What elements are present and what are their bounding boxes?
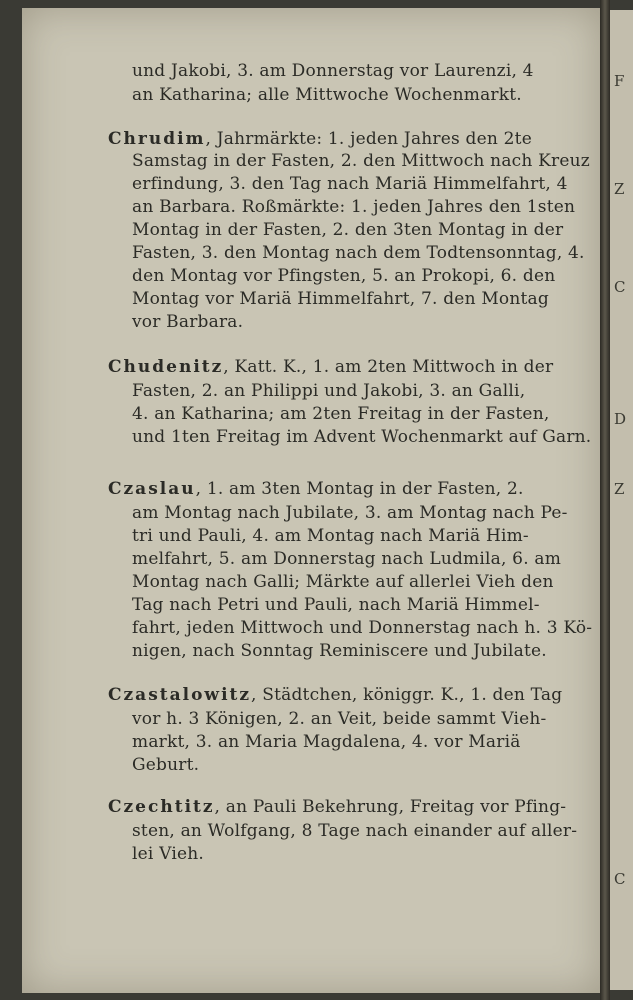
text-line-rest: , Städtchen, königgr. K., 1. den Tag bbox=[251, 685, 563, 705]
adjacent-page-char: C bbox=[614, 870, 626, 888]
text-line: sten, an Wolfgang, 8 Tage nach einander auf aller- bbox=[132, 821, 578, 841]
text-line-rest: , an Pauli Bekehrung, Freitag vor Pfing- bbox=[214, 797, 567, 817]
text-line: und Jakobi, 3. am Donnerstag vor Laurenzi, 4 bbox=[132, 61, 534, 81]
adjacent-page-char: C bbox=[614, 278, 626, 296]
entry-heading-line bbox=[108, 478, 524, 500]
text-line: Montag vor Mariä Himmelfahrt, 7. den Montag bbox=[132, 289, 549, 309]
entry-heading-line bbox=[108, 796, 566, 818]
town-name: Czechtitz bbox=[108, 797, 215, 817]
text-line: fahrt, jeden Mittwoch und Donnerstag nach h. 3 Kö- bbox=[132, 618, 593, 638]
text-line: markt, 3. an Maria Magdalena, 4. vor Mariä bbox=[132, 732, 521, 752]
text-line: und 1ten Freitag im Advent Wochenmarkt auf Garn. bbox=[132, 427, 592, 447]
text-line: an Barbara. Roßmärkte: 1. jeden Jahres den 1sten bbox=[132, 197, 576, 217]
adjacent-page-char: D bbox=[614, 410, 627, 428]
text-line: Fasten, 2. an Philippi und Jakobi, 3. an Galli, bbox=[132, 381, 526, 401]
town-name: Chrudim bbox=[108, 129, 206, 149]
text-line: nigen, nach Sonntag Reminiscere und Jubilate. bbox=[132, 641, 547, 661]
town-name: Czaslau bbox=[108, 479, 196, 499]
text-line-rest: , Katt. K., 1. am 2ten Mittwoch in der bbox=[223, 357, 554, 377]
text-line-rest: , 1. am 3ten Montag in der Fasten, 2. bbox=[195, 479, 524, 499]
text-line: Montag nach Galli; Märkte auf allerlei Vieh den bbox=[132, 572, 554, 592]
text-line: 4. an Katharina; am 2ten Freitag in der Fasten, bbox=[132, 404, 550, 424]
adjacent-page-char: Z bbox=[614, 180, 625, 198]
page-fold bbox=[600, 0, 610, 1000]
adjacent-page-char: F bbox=[614, 72, 625, 90]
entry-heading-line bbox=[108, 684, 562, 706]
text-line: Geburt. bbox=[132, 755, 200, 775]
town-name: Chudenitz bbox=[108, 357, 224, 377]
adjacent-page-edge bbox=[610, 10, 633, 990]
text-line: tri und Pauli, 4. am Montag nach Mariä Him- bbox=[132, 526, 529, 546]
text-line: den Montag vor Pfingsten, 5. an Prokopi, 6. den bbox=[132, 266, 556, 286]
text-line: an Katharina; alle Mittwoche Wochenmarkt. bbox=[132, 85, 522, 105]
text-line: Fasten, 3. den Montag nach dem Todtensonntag, 4. bbox=[132, 243, 585, 263]
text-line: lei Vieh. bbox=[132, 844, 204, 864]
text-line: vor h. 3 Königen, 2. an Veit, beide sammt Vieh- bbox=[132, 709, 547, 729]
town-name: Czastalowitz bbox=[108, 685, 252, 705]
text-line: Tag nach Petri und Pauli, nach Mariä Himmel- bbox=[132, 595, 540, 615]
text-line: Montag in der Fasten, 2. den 3ten Montag in der bbox=[132, 220, 564, 240]
text-line: vor Barbara. bbox=[132, 312, 244, 332]
adjacent-page-char: Z bbox=[614, 480, 625, 498]
text-line: erfindung, 3. den Tag nach Mariä Himmelfahrt, 4 bbox=[132, 174, 568, 194]
text-line: am Montag nach Jubilate, 3. am Montag nach Pe- bbox=[132, 503, 568, 523]
text-line: Samstag in der Fasten, 2. den Mittwoch nach Kreuz bbox=[132, 151, 590, 171]
text-line: melfahrt, 5. am Donnerstag nach Ludmila, 6. am bbox=[132, 549, 562, 569]
entry-heading-line bbox=[108, 128, 532, 150]
entry-heading-line bbox=[108, 356, 553, 378]
text-line-rest: , Jahrmärkte: 1. jeden Jahres den 2te bbox=[205, 129, 532, 149]
